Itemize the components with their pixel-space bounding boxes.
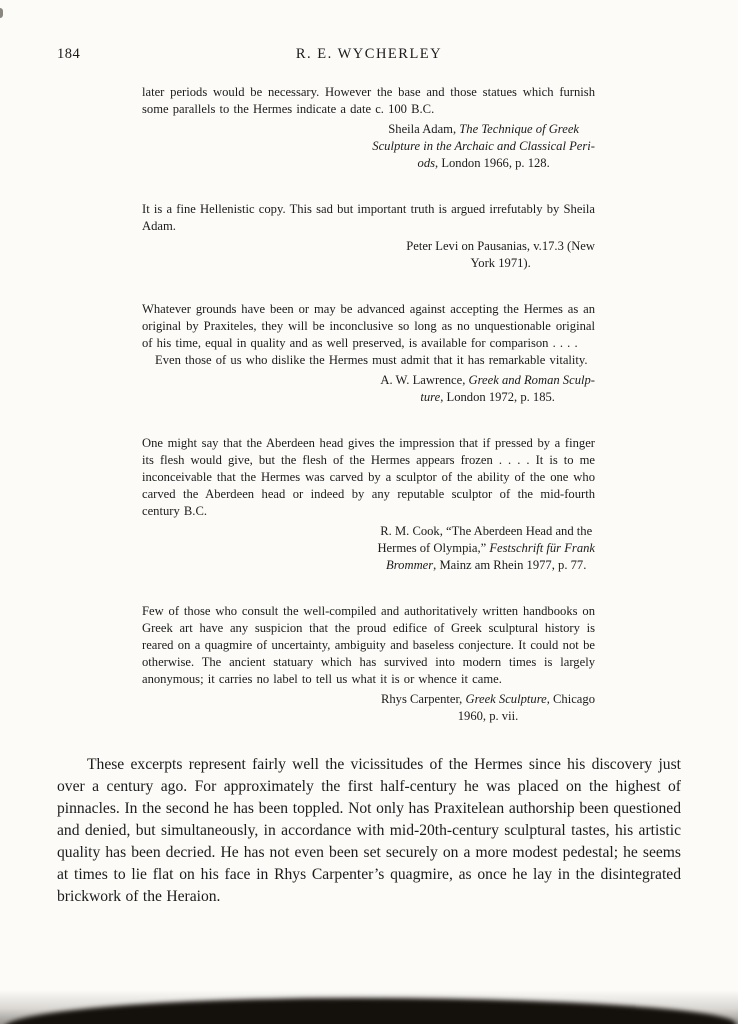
quote-paragraph: It is a fine Hellenistic copy. This sad but important truth is argued irrefutably by Sheila Adam. bbox=[142, 202, 595, 233]
attribution-line: Sheila Adam, The Technique of Greek bbox=[388, 122, 580, 136]
attribution-line: Peter Levi on Pausanias, v.17.3 (New bbox=[406, 239, 595, 253]
quote-paragraph: Few of those who consult the well-compiled and authoritatively written handbooks on Greek art have any suspicion that the proud edifice of Greek sculptural history is reared on a quagmire of uncertainty, ambiguity and baseless conjecture. It could not be otherwise. The ancient statuary which has survived into modern times is largely anonymous; it carries no label to tell us what it is or whence it came. bbox=[142, 604, 595, 686]
attribution-line: 1960, p. vii. bbox=[457, 709, 519, 723]
quote-paragraph: Whatever grounds have been or may be advanced against accepting the Hermes as an original by Praxiteles, they will be inconclusive so long as no unquestionable original of his time, equal in quality and as well preserved, is available for comparison . . . . bbox=[142, 302, 595, 350]
attribution bbox=[406, 238, 595, 272]
attribution bbox=[377, 523, 595, 574]
attribution bbox=[372, 121, 595, 172]
attribution bbox=[381, 691, 595, 725]
attribution-line: Rhys Carpenter, Greek Sculpture, Chicago bbox=[380, 692, 595, 706]
excerpt-block bbox=[142, 201, 595, 272]
scan-shadow bbox=[4, 998, 736, 1024]
page-header bbox=[57, 46, 681, 64]
excerpts bbox=[142, 84, 595, 725]
quote-paragraph: Even those of us who dislike the Hermes must admit that it has remarkable vitality. bbox=[155, 353, 588, 367]
attribution-line: Brommer, Mainz am Rhein 1977, p. 77. bbox=[386, 558, 587, 572]
excerpt-block bbox=[142, 301, 595, 406]
quote-paragraph: One might say that the Aberdeen head gives the impression that if pressed by a finger its flesh would give, but the flesh of the Hermes appears frozen . . . . It is to me inconceivable that the Hermes was carved by a sculptor of the ability of the one who carved the Aberdeen head or indeed by any reputable sculptor of the mid-fourth century B.C. bbox=[142, 436, 595, 518]
attribution-line: R. M. Cook, “The Aberdeen Head and the bbox=[380, 524, 593, 538]
attribution bbox=[380, 372, 595, 406]
attribution-line: Hermes of Olympia,” Festschrift für Frank bbox=[377, 541, 595, 555]
excerpt-block bbox=[142, 603, 595, 725]
attribution-line: Sculpture in the Archaic and Classical Peri- bbox=[372, 139, 595, 153]
quote-paragraph: later periods would be necessary. However the base and those statues which furnish some parallels to the Hermes indicate a date c. 100 B.C. bbox=[142, 85, 595, 116]
attribution-line: A. W. Lawrence, Greek and Roman Sculp- bbox=[380, 373, 595, 387]
attribution-line: York 1971). bbox=[470, 256, 531, 270]
excerpt-block bbox=[142, 435, 595, 574]
closing-paragraph: These excerpts represent fairly well the vicissitudes of the Hermes since his discovery just over a century ago. For approximately the first half-century he was placed on the highest of pinnacles. In the second he has been toppled. Not only has Praxitelean authorship been questioned and denied, but simultaneously, in accordance with mid-20th-century sculptural tastes, his artistic quality has been decried. He has not even been set securely on a more modest pedestal; he seems at times to lie flat on his face in Rhys Carpenter’s quagmire, as once he lay in the disintegrated brickwork of the Heraion. bbox=[57, 756, 681, 905]
excerpt-block bbox=[142, 84, 595, 172]
scan-edge-artifact bbox=[0, 8, 3, 18]
attribution-line: ture, London 1972, p. 185. bbox=[420, 390, 555, 404]
running-head: R. E. WYCHERLEY bbox=[295, 46, 443, 62]
page-number: 184 bbox=[57, 46, 81, 62]
attribution-line: ods, London 1966, p. 128. bbox=[417, 156, 550, 170]
